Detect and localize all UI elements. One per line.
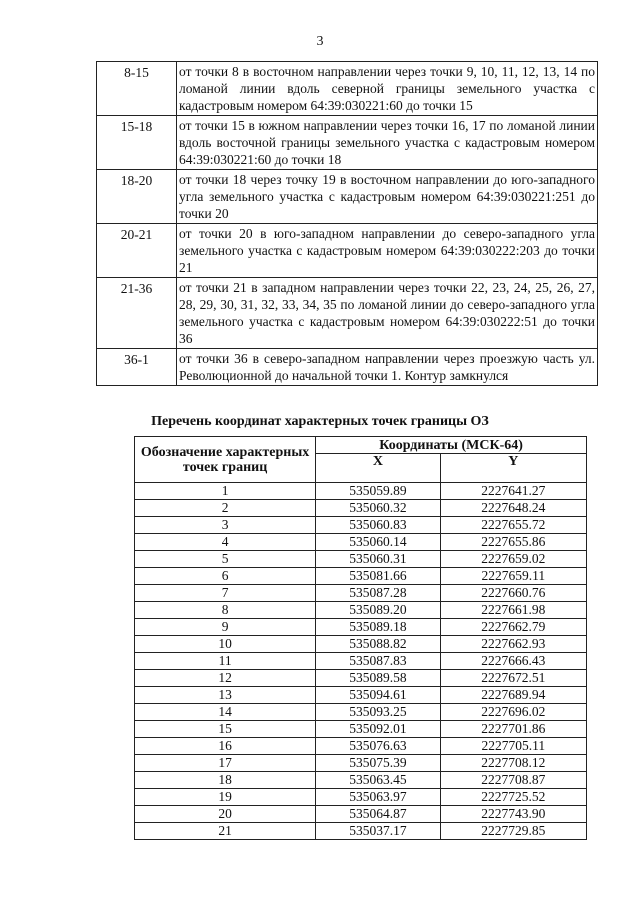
point-number: 2 [135, 500, 316, 517]
segment-id: 21-36 [97, 278, 177, 349]
table-row [135, 687, 587, 704]
coord-y: 2227641.27 [440, 483, 586, 500]
point-number: 7 [135, 585, 316, 602]
coord-y: 2227743.90 [440, 806, 586, 823]
table-row [135, 721, 587, 738]
table-row [135, 517, 587, 534]
boundary-segments-table [96, 61, 598, 386]
table-row [135, 738, 587, 755]
segment-description: от точки 8 в восточном направлении через точки 9, 10, 11, 12, 13, 14 по ломаной линии вдоль северной границы земельного участка с кадастровым номером 64:39:030221:60 до точки 15 [177, 62, 598, 116]
coord-x: 535081.66 [316, 568, 440, 585]
point-number: 11 [135, 653, 316, 670]
table-row [135, 704, 587, 721]
segment-description: от точки 36 в северо-западном направлении через проезжую часть ул. Революционной до начальной точки 1. Контур замкнулся [177, 349, 598, 386]
segment-id: 36-1 [97, 349, 177, 386]
point-number: 20 [135, 806, 316, 823]
col-header-x: X [316, 454, 440, 483]
coord-x: 535060.31 [316, 551, 440, 568]
coord-x: 535060.32 [316, 500, 440, 517]
coord-x: 535060.14 [316, 534, 440, 551]
col-header-y: Y [440, 454, 586, 483]
table-row [135, 806, 587, 823]
point-number: 9 [135, 619, 316, 636]
point-number: 3 [135, 517, 316, 534]
table-row [135, 772, 587, 789]
segment-row [97, 278, 598, 349]
coord-y: 2227662.79 [440, 619, 586, 636]
coord-x: 535063.45 [316, 772, 440, 789]
table-row [135, 755, 587, 772]
point-number: 5 [135, 551, 316, 568]
coord-x: 535089.18 [316, 619, 440, 636]
point-number: 8 [135, 602, 316, 619]
segment-id: 15-18 [97, 116, 177, 170]
page-number: 3 [316, 34, 324, 49]
point-number: 16 [135, 738, 316, 755]
segment-id: 8-15 [97, 62, 177, 116]
coord-y: 2227689.94 [440, 687, 586, 704]
segment-id: 18-20 [97, 170, 177, 224]
point-number: 15 [135, 721, 316, 738]
table-row [135, 670, 587, 687]
coord-x: 535076.63 [316, 738, 440, 755]
point-number: 14 [135, 704, 316, 721]
coord-y: 2227729.85 [440, 823, 586, 840]
point-number: 18 [135, 772, 316, 789]
point-number: 21 [135, 823, 316, 840]
coord-y: 2227708.12 [440, 755, 586, 772]
coord-y: 2227659.02 [440, 551, 586, 568]
table-row [135, 483, 587, 500]
segment-description: от точки 20 в юго-западном направлении до северо-западного угла земельного участка с кадастровым номером 64:39:030222:203 до точки 21 [177, 224, 598, 278]
segment-description: от точки 21 в западном направлении через точки 22, 23, 24, 25, 26, 27, 28, 29, 30, 31, 32, 33, 34, 35 по ломаной линии до северо-западного угла земельного участка с кадастровым номером 64:39:030222:51 до точки 36 [177, 278, 598, 349]
table-row [135, 653, 587, 670]
coord-y: 2227701.86 [440, 721, 586, 738]
point-number: 4 [135, 534, 316, 551]
table-row [135, 500, 587, 517]
coord-y: 2227672.51 [440, 670, 586, 687]
coord-x: 535093.25 [316, 704, 440, 721]
coordinates-table [134, 436, 587, 840]
coord-y: 2227708.87 [440, 772, 586, 789]
coord-y: 2227660.76 [440, 585, 586, 602]
segment-row [97, 116, 598, 170]
table-row [135, 789, 587, 806]
coord-x: 535059.89 [316, 483, 440, 500]
point-number: 1 [135, 483, 316, 500]
table-row [135, 602, 587, 619]
coord-x: 535064.87 [316, 806, 440, 823]
coord-y: 2227655.86 [440, 534, 586, 551]
coord-y: 2227662.93 [440, 636, 586, 653]
coord-x: 535089.58 [316, 670, 440, 687]
coord-x: 535087.28 [316, 585, 440, 602]
point-number: 19 [135, 789, 316, 806]
point-number: 6 [135, 568, 316, 585]
coord-y: 2227725.52 [440, 789, 586, 806]
coords-heading: Перечень координат характерных точек границы ОЗ [151, 414, 489, 429]
table-row [135, 585, 587, 602]
segment-row [97, 62, 598, 116]
coord-x: 535087.83 [316, 653, 440, 670]
segment-row [97, 224, 598, 278]
coord-x: 535092.01 [316, 721, 440, 738]
coord-y: 2227655.72 [440, 517, 586, 534]
coord-y: 2227666.43 [440, 653, 586, 670]
coord-x: 535088.82 [316, 636, 440, 653]
coord-x: 535037.17 [316, 823, 440, 840]
segment-row [97, 170, 598, 224]
table-row [135, 619, 587, 636]
table-row [135, 636, 587, 653]
segment-row [97, 349, 598, 386]
coord-y: 2227705.11 [440, 738, 586, 755]
coord-y: 2227661.98 [440, 602, 586, 619]
col-header-coords: Координаты (МСК-64) [316, 437, 587, 454]
point-number: 12 [135, 670, 316, 687]
point-number: 10 [135, 636, 316, 653]
coord-y: 2227648.24 [440, 500, 586, 517]
coord-y: 2227659.11 [440, 568, 586, 585]
coord-x: 535094.61 [316, 687, 440, 704]
coord-x: 535075.39 [316, 755, 440, 772]
table-row [135, 568, 587, 585]
coord-x: 535089.20 [316, 602, 440, 619]
table-row [135, 823, 587, 840]
point-number: 17 [135, 755, 316, 772]
table-row [135, 534, 587, 551]
table-row [135, 551, 587, 568]
segment-id: 20-21 [97, 224, 177, 278]
col-header-point: Обозначение характерных точек границ [135, 437, 316, 483]
segment-description: от точки 15 в южном направлении через точки 16, 17 по ломаной линии вдоль восточной границы земельного участка с кадастровым номером 64:39:030221:60 до точки 18 [177, 116, 598, 170]
segment-description: от точки 18 через точку 19 в восточном направлении до юго-западного угла земельного участка с кадастровым номером 64:39:030221:251 до точки 20 [177, 170, 598, 224]
coord-y: 2227696.02 [440, 704, 586, 721]
point-number: 13 [135, 687, 316, 704]
coord-x: 535063.97 [316, 789, 440, 806]
coord-x: 535060.83 [316, 517, 440, 534]
